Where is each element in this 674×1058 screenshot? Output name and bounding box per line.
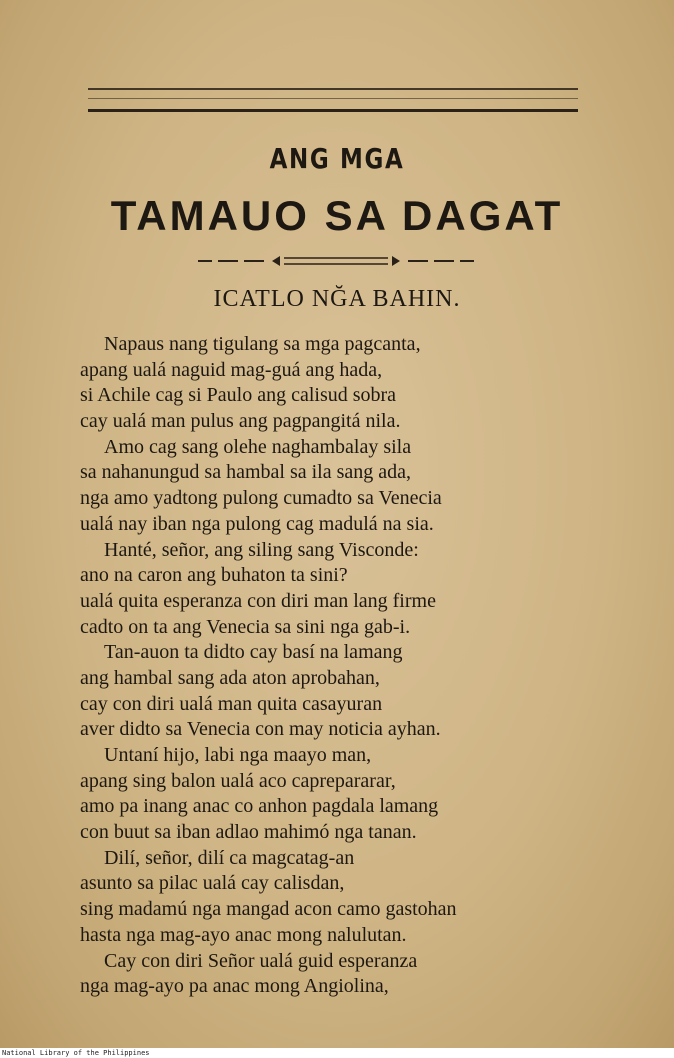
verse-line: ano na caron ang buhaton ta sini?	[80, 564, 348, 587]
verse-line: ualá nay iban nga pulong cag madulá na sia.	[80, 512, 434, 535]
verse-line: Untaní hijo, labi nga maayo man,	[104, 744, 372, 766]
verse-line: sa nahanungud sa hambal sa ila sang ada,	[80, 461, 412, 484]
verse-line: nga amo yadtong pulong cumadto sa Venecia	[80, 487, 442, 510]
verse-line: Hanté, señor, ang siling sang Visconde:	[104, 538, 419, 561]
verse-line: asunto sa pilac ualá cay calisdan,	[80, 872, 345, 895]
library-watermark: National Library of the Philippines	[0, 1049, 674, 1058]
verse-line: cadto on ta ang Venecia sa sini nga gab-i.	[80, 615, 411, 638]
page-title: TAMAUO SA DAGAT	[110, 192, 564, 239]
ornament-divider	[198, 254, 474, 268]
verse-line: amo pa inang anac co anhon pagdala lamang	[80, 795, 439, 818]
verse-line: si Achile cag si Paulo ang calisud sobra	[80, 384, 397, 407]
verse-line: cay con diri ualá man quita casayuran	[80, 692, 383, 715]
top-rule-hairline	[88, 98, 578, 99]
verse-line: hasta nga mag-ayo anac mong nalulutan.	[80, 923, 407, 946]
verse-line: nga mag-ayo pa anac mong Angiolina,	[80, 975, 389, 998]
top-rule-thin	[88, 88, 578, 90]
verse-line: sing madamú nga mangad acon camo gastohan	[80, 898, 457, 921]
verse-line: Napaus nang tigulang sa mga pagcanta,	[104, 333, 421, 355]
verse-line: Dilí, señor, dilí ca magcatag-an	[104, 846, 355, 869]
verse-line: con buut sa iban adlao mahimó nga tanan.	[80, 821, 417, 844]
verse-line: apang sing balon ualá aco caprepararar,	[80, 769, 396, 792]
verse-line: Amo cag sang olehe naghambalay sila	[104, 435, 412, 458]
verse-line: Cay con diri Señor ualá guid esperanza	[104, 949, 418, 972]
verse-line: ualá quita esperanza con diri man lang firme	[80, 589, 436, 612]
verse-line: cay ualá man pulus ang pagpangitá nila.	[80, 410, 401, 433]
verse-line: ang hambal sang ada aton aprobahan,	[80, 666, 380, 689]
section-heading: ICATLO NĞA BAHIN.	[213, 286, 461, 312]
top-rule-thick	[88, 109, 578, 112]
verse-line: Tan-auon ta didto cay basí na lamang	[104, 641, 403, 664]
poem-text	[80, 332, 600, 1000]
verse-line: apang ualá naguid mag-guá ang hada,	[80, 358, 383, 381]
verse-line: aver didto sa Venecia con may noticia ayhan.	[80, 718, 441, 741]
title-kicker: ANG MGA	[269, 142, 405, 175]
